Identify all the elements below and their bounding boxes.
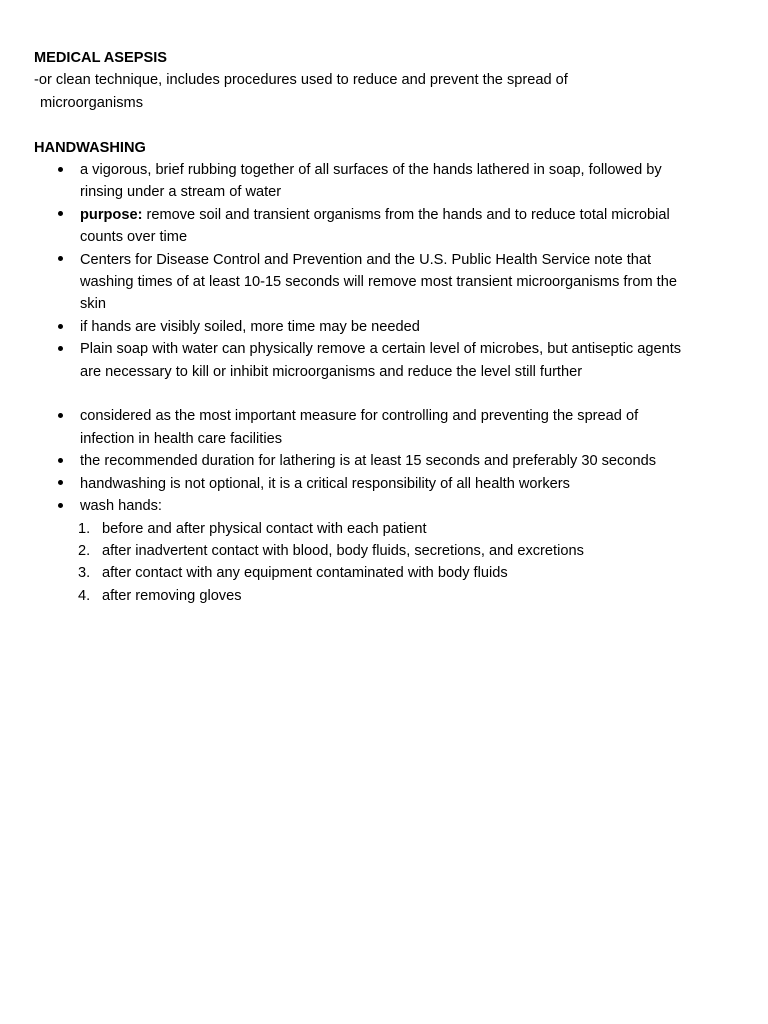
bullet-item <box>34 338 684 383</box>
numbered-item <box>34 540 684 562</box>
bullet-icon <box>55 249 65 271</box>
item-number: 4. <box>78 587 91 604</box>
bullet-item <box>34 316 684 338</box>
blank-line <box>34 383 684 405</box>
bullet-icon <box>55 405 65 427</box>
bullet-icon <box>55 204 65 226</box>
handwashing-bullets-2 <box>34 405 684 517</box>
document-content <box>34 47 684 607</box>
item-text: after contact with any equipment contaminated with body fluids <box>102 565 508 582</box>
bullet-text: remove soil and transient organisms from the hands and to reduce total microbial counts over time <box>80 206 670 246</box>
blank-line <box>34 114 684 136</box>
bullet-text: considered as the most important measure for controlling and preventing the spread of infection in health care facilities <box>80 408 639 447</box>
bullet-item <box>34 450 684 472</box>
bullet-icon <box>55 316 65 338</box>
item-text: before and after physical contact with each patient <box>102 520 427 537</box>
bullet-item <box>34 159 684 204</box>
numbered-item <box>34 562 684 584</box>
bullet-icon <box>55 495 65 517</box>
bullet-text: a vigorous, brief rubbing together of all surfaces of the hands lathered in soap, followed by rinsing under a stream of water <box>80 162 662 201</box>
bullet-icon <box>55 338 65 360</box>
purpose-label: purpose: <box>80 206 143 223</box>
item-text: after inadvertent contact with blood, body fluids, secretions, and excretions <box>102 542 584 559</box>
bullet-text: handwashing is not optional, it is a critical responsibility of all health workers <box>80 475 570 492</box>
bullet-text: the recommended duration for lathering is at least 15 seconds and preferably 30 seconds <box>80 453 656 470</box>
bullet-item <box>34 249 684 316</box>
numbered-item <box>34 518 684 540</box>
medical-asepsis-definition <box>34 69 684 114</box>
wash-hands-list <box>34 518 684 608</box>
definition-line-1: -or clean technique, includes procedures used to reduce and prevent the spread of <box>34 72 568 89</box>
bullet-item <box>34 473 684 495</box>
numbered-item <box>34 585 684 607</box>
bullet-icon <box>55 450 65 472</box>
bullet-text: wash hands: <box>80 498 162 515</box>
bullet-icon <box>55 473 65 495</box>
item-text: after removing gloves <box>102 587 242 604</box>
bullet-icon <box>55 159 65 181</box>
medical-asepsis-heading: MEDICAL ASEPSIS <box>34 50 167 66</box>
bullet-item <box>34 495 684 517</box>
item-number: 1. <box>78 520 91 537</box>
bullet-text: Centers for Disease Control and Prevention and the U.S. Public Health Service note that washing times of at least 10-15 seconds will remove most transient microorganisms from the skin <box>80 251 677 313</box>
definition-line-2: microorganisms <box>40 94 143 111</box>
handwashing-heading: HANDWASHING <box>34 139 146 156</box>
item-number: 2. <box>78 542 91 559</box>
bullet-item <box>34 204 684 249</box>
item-number: 3. <box>78 565 91 582</box>
handwashing-bullets-1 <box>34 159 684 383</box>
bullet-text: if hands are visibly soiled, more time may be needed <box>80 318 420 335</box>
bullet-item <box>34 405 684 450</box>
bullet-text: Plain soap with water can physically remove a certain level of microbes, but antiseptic agents are necessary to kill or inhibit microorganisms and reduce the level still further <box>80 341 682 380</box>
